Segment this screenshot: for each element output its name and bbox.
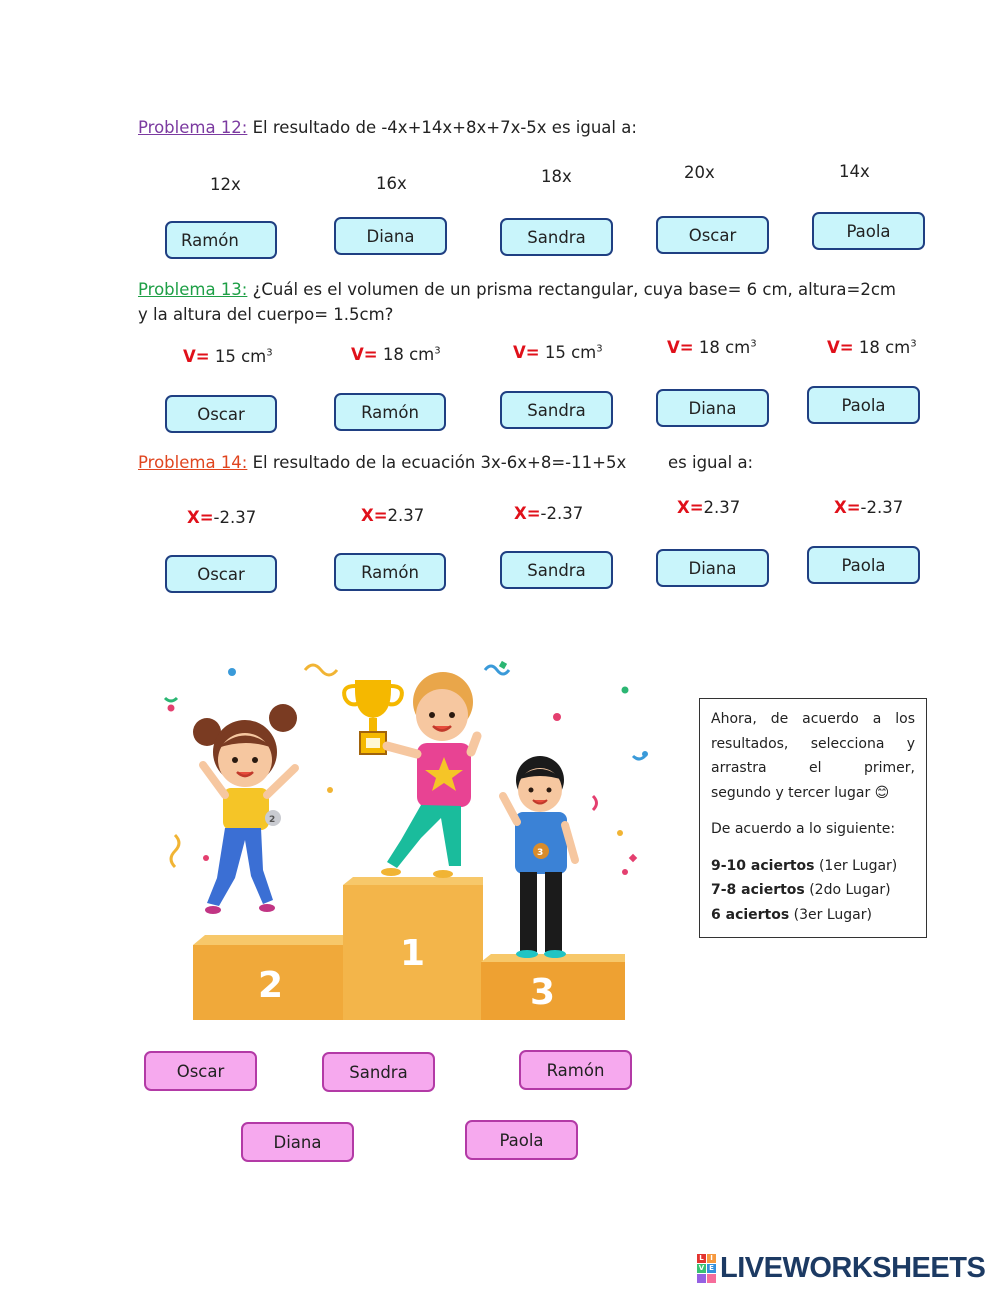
- rule-2nd-place: 7-8 aciertos (2do Lugar): [711, 882, 891, 898]
- problem-13-text-line2: y la altura del cuerpo= 1.5cm?: [138, 305, 394, 324]
- p14-drag-diana[interactable]: Diana: [656, 549, 769, 587]
- p13-drag-paola[interactable]: Paola: [807, 386, 920, 424]
- p14-answer-2: X=2.37: [361, 506, 425, 525]
- p13-drag-ramon[interactable]: Ramón: [334, 393, 446, 431]
- p13-drag-oscar[interactable]: Oscar: [165, 395, 277, 433]
- p12-drag-oscar[interactable]: Oscar: [656, 216, 769, 254]
- instructions-line-3: arrastra el primer,: [711, 760, 915, 776]
- liveworksheets-logo: [697, 1252, 985, 1285]
- medal-label-2: 2: [269, 815, 276, 825]
- problem-14-title: [138, 453, 626, 472]
- instructions-box: [699, 698, 927, 938]
- medal-label-3: 3: [537, 848, 544, 858]
- p13-drag-diana[interactable]: Diana: [656, 389, 769, 427]
- p14-answer-3: X=-2.37: [514, 504, 584, 523]
- p12-answer-3: 18x: [541, 167, 572, 186]
- problem-13-title: [138, 280, 896, 299]
- problem-14-label: Problema 14:: [138, 453, 248, 472]
- podium-drag-diana[interactable]: Diana: [241, 1122, 354, 1162]
- instructions-line-4: segundo y tercer lugar 😊: [711, 784, 890, 801]
- p12-answer-5: 14x: [839, 162, 870, 181]
- podium-drag-sandra[interactable]: Sandra: [322, 1052, 435, 1092]
- problem-13-text-line1: ¿Cuál es el volumen de un prisma rectangular, cuya base= 6 cm, altura=2cm: [252, 280, 896, 299]
- p12-answer-4: 20x: [684, 163, 715, 182]
- p12-drag-ramon[interactable]: Ramón: [165, 221, 277, 259]
- logo-blocks-icon: L I V E: [697, 1254, 716, 1283]
- p14-answer-4: X=2.37: [677, 498, 741, 517]
- podium-drag-ramon[interactable]: Ramón: [519, 1050, 632, 1090]
- instructions-line-5: De acuerdo a lo siguiente:: [711, 821, 896, 837]
- p14-drag-oscar[interactable]: Oscar: [165, 555, 277, 593]
- podium-drag-paola[interactable]: Paola: [465, 1120, 578, 1160]
- p13-answer-5: V= 18 $cm^3$: [827, 338, 917, 357]
- problem-14-text-tail: es igual a:: [668, 453, 754, 472]
- p12-drag-sandra[interactable]: Sandra: [500, 218, 613, 256]
- podium-illustration: [155, 640, 680, 1035]
- logo-wordmark: LIVEWORKSHEETS: [720, 1252, 986, 1284]
- p12-answer-2: 16x: [376, 174, 407, 193]
- podium-place-1: 1: [400, 933, 426, 974]
- rule-1st-place: 9-10 aciertos (1er Lugar): [711, 857, 898, 874]
- problem-12-label: Problema 12:: [138, 118, 248, 137]
- p14-answer-1: X=-2.37: [187, 508, 257, 527]
- problem-12-text: El resultado de -4x+14x+8x+7x-5x es igual a:: [252, 118, 637, 137]
- p14-drag-paola[interactable]: Paola: [807, 546, 920, 584]
- p12-answer-1: 12x: [210, 175, 241, 194]
- p14-answer-5: X=-2.37: [834, 498, 904, 517]
- p14-drag-ramon[interactable]: Ramón: [334, 553, 446, 591]
- p13-answer-1: V= 15 $cm^3$: [183, 347, 273, 366]
- rule-3rd-place: 6 aciertos (3er Lugar): [711, 906, 872, 923]
- instructions-line-1: Ahora, de acuerdo a los: [711, 711, 915, 727]
- instructions-line-2: resultados, selecciona y: [711, 735, 915, 752]
- boy-first-place-trophy: [344, 672, 477, 878]
- podium-drag-oscar[interactable]: Oscar: [144, 1051, 257, 1091]
- problem-14-text: El resultado de la ecuación 3x-6x+8=-11+5x: [252, 453, 627, 472]
- problem-13-label: Problema 13:: [138, 280, 248, 299]
- p12-drag-diana[interactable]: Diana: [334, 217, 447, 255]
- p13-answer-2: V= 18 $cm^3$: [351, 345, 441, 364]
- p12-drag-paola[interactable]: Paola: [812, 212, 925, 250]
- p14-drag-sandra[interactable]: Sandra: [500, 551, 613, 589]
- p13-drag-sandra[interactable]: Sandra: [500, 391, 613, 429]
- p13-answer-4: V= 18 $cm^3$: [667, 338, 757, 357]
- girl-second-place: [193, 704, 297, 914]
- podium-place-2: 2: [258, 965, 284, 1006]
- p13-answer-3: V= 15 $cm^3$: [513, 343, 603, 362]
- problem-12-title: [138, 118, 637, 137]
- podium-place-3: 3: [530, 972, 556, 1013]
